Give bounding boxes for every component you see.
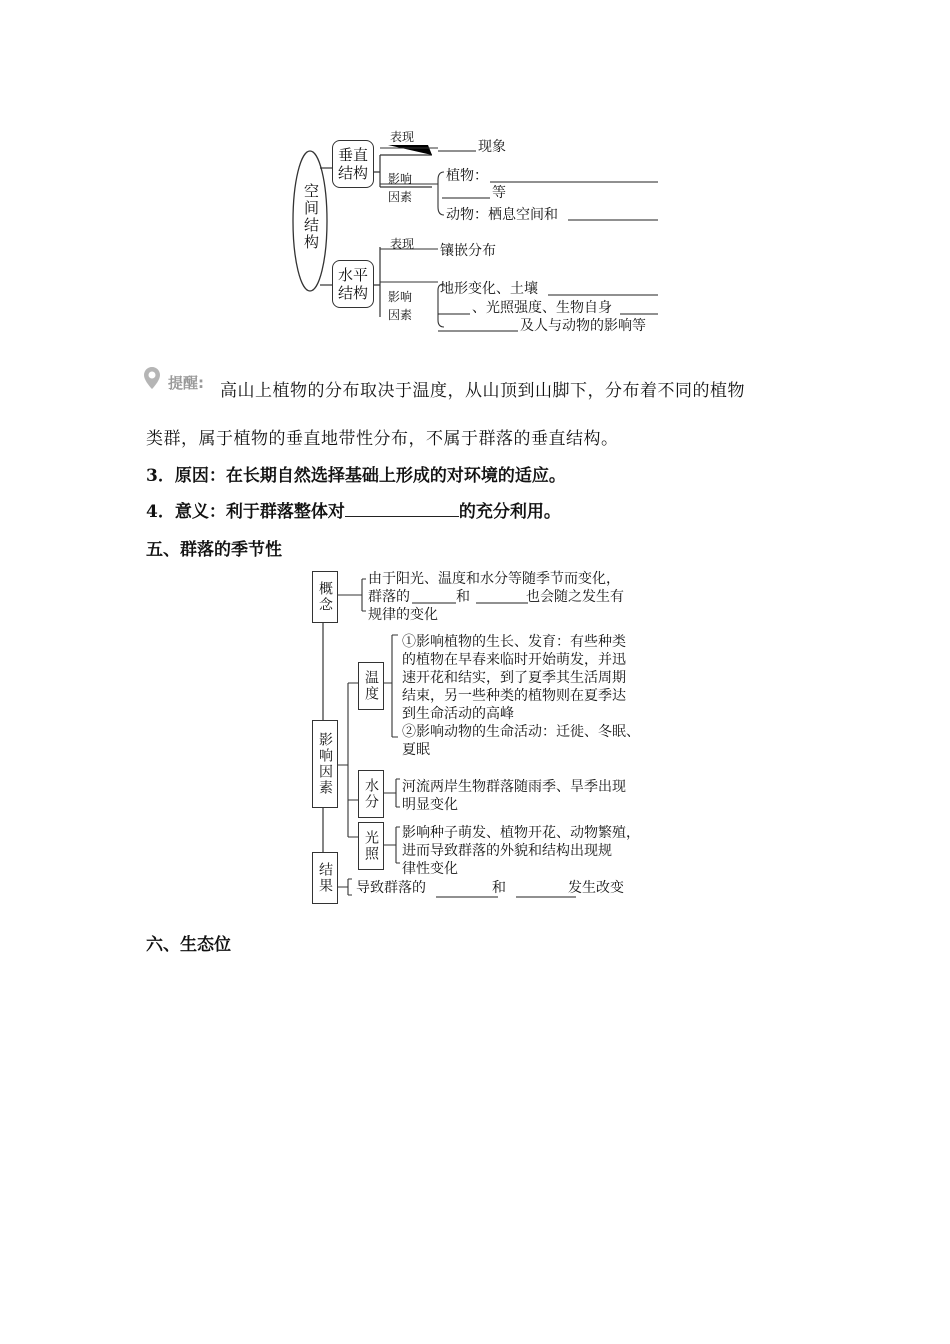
- water-box: 水分: [358, 770, 384, 818]
- v-factor-label: 影响因素: [388, 172, 413, 204]
- heading-5: 五、群落的季节性: [146, 540, 282, 560]
- temp-line-1: ①影响植物的生长、发育：有些种类: [402, 634, 626, 650]
- location-pin-icon: [143, 366, 161, 390]
- horizontal-structure-box: 水平结构: [332, 260, 374, 308]
- light-text: [402, 824, 640, 878]
- concept-line-3: 规律的变化: [368, 607, 438, 623]
- water-text: [402, 778, 626, 814]
- temp-line-5: 到生命活动的高峰: [402, 706, 514, 722]
- v-deng-text: 等: [492, 185, 506, 201]
- temp-box: 温度: [358, 662, 384, 710]
- concept-text: [368, 570, 624, 624]
- h-show-label: 表现: [390, 237, 415, 251]
- temp-line-7: 夏眠: [402, 742, 430, 758]
- concept-box: 概念: [312, 571, 338, 623]
- light-line-3: 律性变化: [402, 861, 458, 877]
- h-show-text: 镶嵌分布: [440, 243, 496, 259]
- factors-box: 影响因素: [312, 720, 338, 808]
- temp-line-6: ②影响动物的生命活动：迁徙、冬眠、: [402, 724, 640, 740]
- spatial-structure-root: 空间结构: [302, 183, 320, 251]
- concept-line-1: 由于阳光、温度和水分等随季节而变化，: [368, 571, 620, 587]
- tip-line-1: 高山上植物的分布取决于温度，从山顶到山脚下，分布着不同的植物: [220, 381, 745, 401]
- concept-line-2c: 也会随之发生有: [526, 589, 624, 605]
- result-text-a: 导致群落的: [356, 880, 426, 896]
- light-line-2: 进而导致群落的外貌和结构出现规: [402, 843, 612, 859]
- h-factor-text-1: 地形变化、土壤: [440, 281, 538, 297]
- temp-line-4: 结束，另一些种类的植物则在夏季达: [402, 688, 626, 704]
- vertical-structure-box: 垂直结构: [332, 140, 374, 188]
- item-4-pre: 4．意义：利于群落整体对: [146, 502, 345, 522]
- result-box: 结果: [312, 852, 338, 904]
- item-3: 3．原因：在长期自然选择基础上形成的对环境的适应。: [146, 466, 566, 486]
- light-box: 光照: [358, 822, 384, 870]
- temp-line-2: 的植物在早春来临时开始萌发，并迅: [402, 652, 626, 668]
- temp-line-3: 速开花和结实，到了夏季其生活周期: [402, 670, 626, 686]
- result-text: [356, 879, 624, 897]
- temp-text: [402, 633, 640, 759]
- water-line-2: 明显变化: [402, 797, 458, 813]
- water-line-1: 河流两岸生物群落随雨季、旱季出现: [402, 779, 626, 795]
- result-text-c: 发生改变: [568, 880, 624, 896]
- v-plant-text: 植物：: [446, 168, 488, 184]
- light-line-1: 影响种子萌发、植物开花、动物繁殖，: [402, 825, 640, 841]
- v-show-text: 现象: [478, 139, 506, 155]
- item-4: [146, 497, 561, 522]
- h-factor-text-2: 、光照强度、生物自身: [472, 300, 612, 316]
- tip-label: 提醒:: [168, 374, 204, 392]
- h-factor-text-3: 及人与动物的影响等: [520, 318, 646, 334]
- v-show-label: 表现: [390, 130, 415, 144]
- tip-line-2: 类群，属于植物的垂直地带性分布，不属于群落的垂直结构。: [146, 429, 619, 449]
- item-4-blank: [345, 499, 459, 517]
- item-4-post: 的充分利用。: [458, 502, 561, 522]
- concept-line-2a: 群落的: [368, 589, 410, 605]
- concept-line-2b: 和: [456, 589, 470, 605]
- v-animal-text: 动物：栖息空间和: [446, 207, 558, 223]
- heading-6: 六、生态位: [146, 935, 231, 955]
- h-factor-label: 影响因素: [388, 290, 413, 322]
- result-text-b: 和: [492, 880, 506, 896]
- concept-line-2: [368, 588, 624, 606]
